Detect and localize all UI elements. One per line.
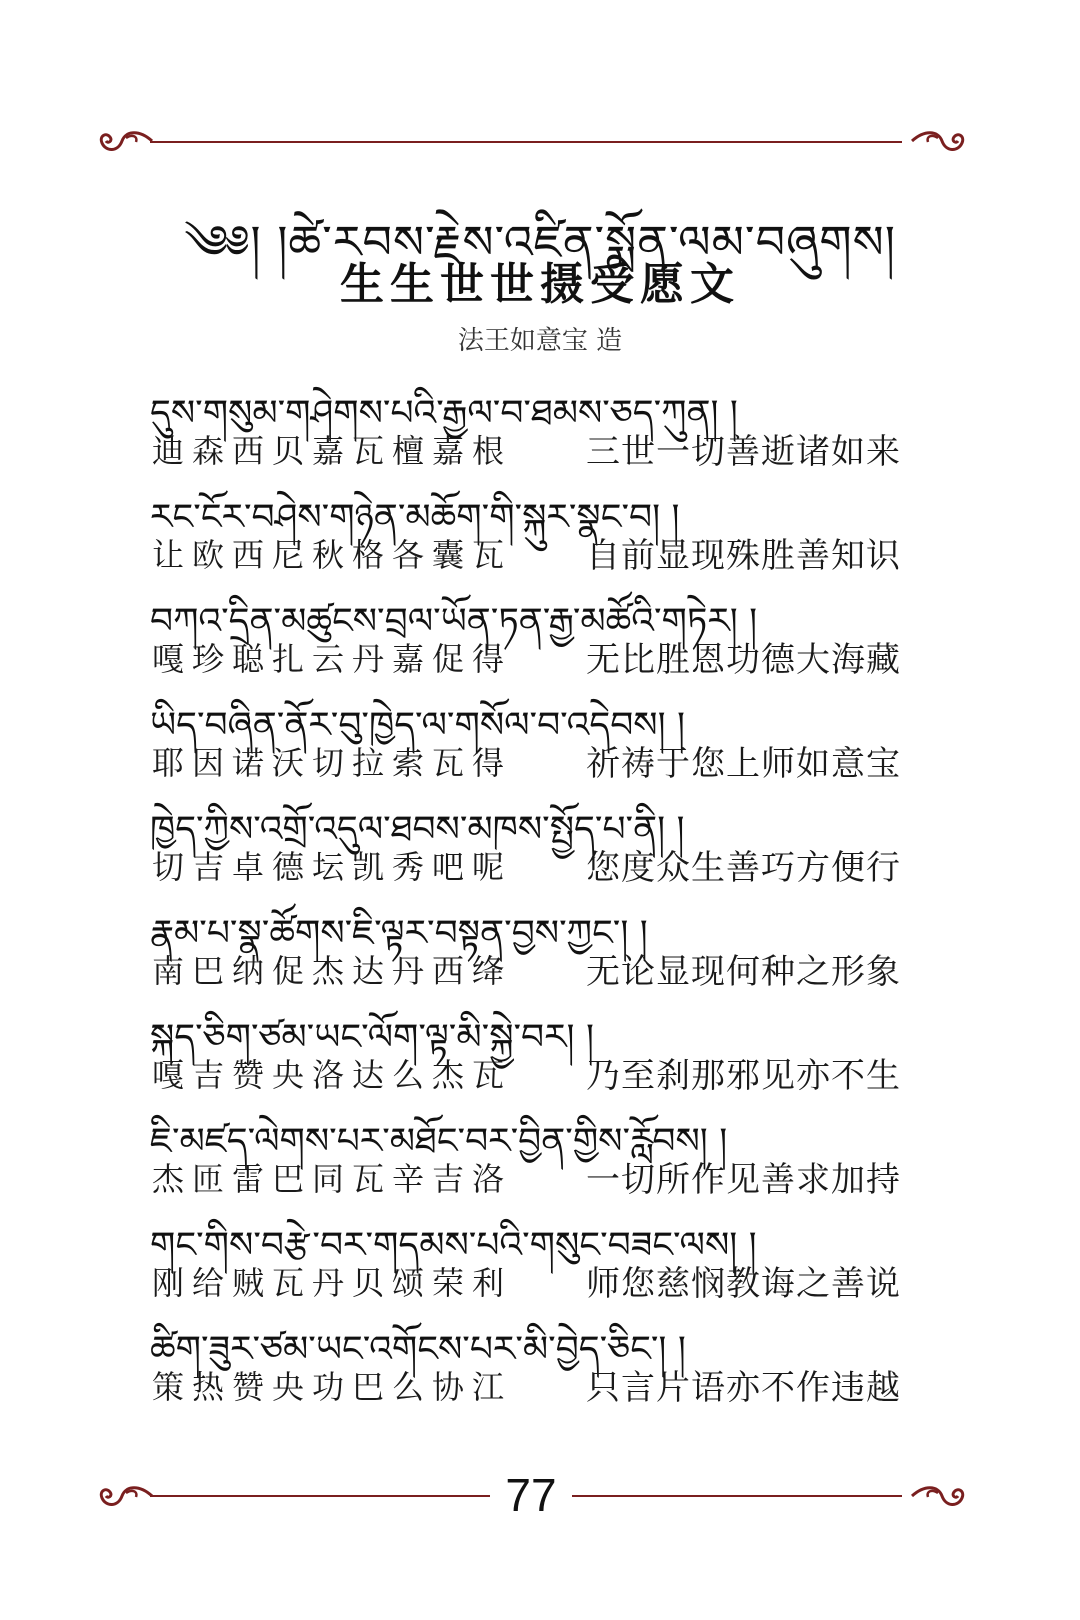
verse [150,788,930,892]
verse-tibetan: སྐད་ཅིག་ཙམ་ཡང་ལོག་ལྟ་མི་སྐྱེ་བར། ། [150,1017,594,1058]
verse [150,996,930,1100]
verse [150,1308,930,1412]
verse-meaning: 只言片语亦不作违越 [586,1368,901,1408]
ornament-top-right [908,126,968,156]
verse [150,1100,930,1204]
verse-meaning: 无论显现何种之形象 [586,952,901,992]
title-chinese: 生生世世摄受愿文 [340,259,740,310]
verse [150,892,930,996]
verse-meaning: 祈祷于您上师如意宝 [586,744,901,784]
title-tibetan: ༄༅། །ཚེ་རབས་རྗེས་འཛིན་སྨོན་ལམ་བཞུགས། [184,215,896,269]
verse-meaning: 一切所作见善求加持 [586,1160,901,1200]
verse-meaning: 三世一切善逝诸如来 [586,432,901,472]
verse-tibetan: རང་ངོར་བཤེས་གཉེན་མཆོག་གི་སྐུར་སྣང་བ། ། [150,497,680,538]
bottom-rule-right [572,1495,902,1497]
verse-transliteration: 嘎吉赞央洛达么杰瓦 [152,1056,513,1094]
verse-tibetan: རྣམ་པ་སྣ་ཚོགས་ཇི་ལྟར་བསྟན་བྱས་ཀྱང་། ། [150,913,648,954]
verse-meaning: 自前显现殊胜善知识 [586,536,901,576]
verse-meaning: 您度众生善巧方便行 [586,848,901,888]
verse [150,684,930,788]
verse-tibetan: ཇི་མཛད་ལེགས་པར་མཐོང་བར་བྱིན་གྱིས་རློབས། ། [150,1121,728,1162]
ornament-bottom-left [96,1481,156,1511]
verse-transliteration: 切吉卓德坛凯秀吧呢 [152,848,513,886]
verse-transliteration: 杰匝雷巴同瓦辛吉洛 [152,1160,513,1198]
verse-transliteration: 刚给贼瓦丹贝颂荣利 [152,1264,513,1302]
verse-tibetan: ཡིད་བཞིན་ནོར་བུ་ཁྱེད་ལ་གསོལ་བ་འདེབས། ། [150,705,685,746]
verse-tibetan: བཀའ་དྲིན་མཚུངས་བྲལ་ཡོན་ཏན་རྒྱ་མཚོའི་གཏེར། ། [150,601,758,642]
bottom-rule-left [150,1495,490,1497]
verse-tibetan: དུས་གསུམ་གཤེགས་པའི་རྒྱལ་བ་ཐམས་ཅད་ཀུན། ། [150,393,738,434]
verse [150,1204,930,1308]
verse-transliteration: 让欧西尼秋格各囊瓦 [152,536,513,574]
verse-transliteration: 策热赞央功巴么协江 [152,1368,513,1406]
ornament-top-left [96,126,156,156]
verse [150,476,930,580]
verse [150,372,930,476]
verse-tibetan: ཚིག་ཟུར་ཙམ་ཡང་འགོངས་པར་མི་བྱེད་ཅིང་། ། [150,1329,686,1370]
verse-meaning: 师您慈悯教诲之善说 [586,1264,901,1304]
page-number: 77 [505,1469,557,1521]
verse-meaning: 无比胜恩功德大海藏 [586,640,901,680]
verse-transliteration: 迪森西贝嘉瓦檀嘉根 [152,432,513,470]
verse-meaning: 乃至刹那邪见亦不生 [586,1056,901,1096]
verse-transliteration: 嘎珍聪扎云丹嘉促得 [152,640,513,678]
verse-transliteration: 耶因诺沃切拉索瓦得 [152,744,513,782]
verse-transliteration: 南巴纳促杰达丹西绛 [152,952,513,990]
ornament-bottom-right [908,1481,968,1511]
verse-tibetan: ཁྱེད་ཀྱིས་འགྲོ་འདུལ་ཐབས་མཁས་སྤྱོད་པ་ནི། ། [150,809,685,850]
verse [150,580,930,684]
verse-list [150,372,930,1412]
verse-tibetan: གང་གིས་བརྩེ་བར་གདམས་པའི་གསུང་བཟང་ལས། ། [150,1225,757,1266]
top-rule [150,141,902,143]
author-line: 法王如意宝 造 [457,326,623,356]
